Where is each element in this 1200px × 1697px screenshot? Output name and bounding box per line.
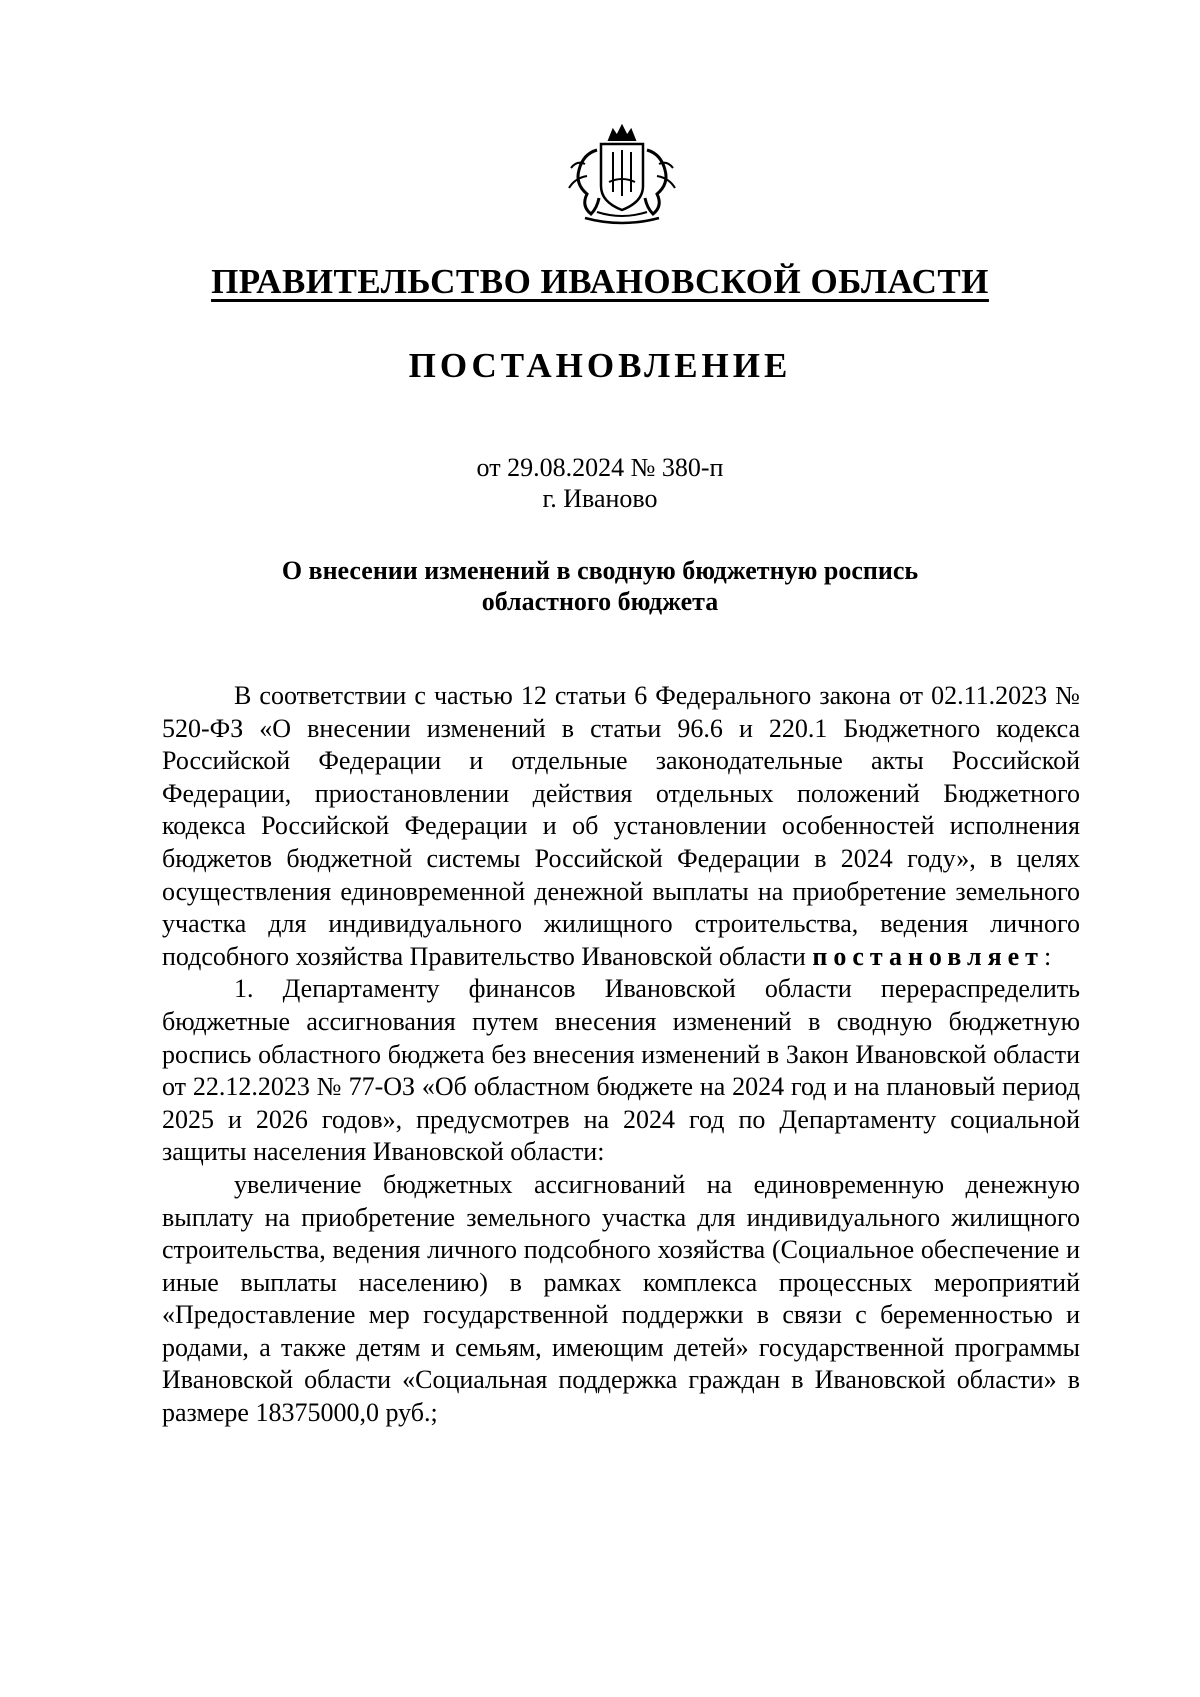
date-number: от 29.08.2024 № 380-п (476, 453, 724, 482)
resolves-colon: : (1043, 941, 1052, 971)
resolves-word: постановляет (812, 941, 1044, 971)
organization-name: ПРАВИТЕЛЬСТВО ИВАНОВСКОЙ ОБЛАСТИ (211, 262, 989, 301)
document-meta (0, 452, 1200, 514)
document-title (0, 555, 1200, 617)
preamble-paragraph (162, 680, 1080, 973)
preamble-text: В соответствии с частью 12 статьи 6 Федерального закона от 02.11.2023 № 520-ФЗ «О внесении изменений в статьи 96.6 и 220.1 Бюджетного кодекса Российской Федерации и отдельные законодательные акты Российской Федерации, приостановлении действия отдельных положений Бюджетного кодекса Российской Федерации и об установлении особенностей исполнения бюджетов бюджетной системы Российской Федерации в 2024 году», в целях осуществления единовременной денежной выплаты на приобретение земельного участка для индивидуального жилищного строительства, ведения личного подсобного хозяйства Правительство Ивановской области (162, 681, 1080, 971)
item-1-increase-paragraph: увеличение бюджетных ассигнований на единовременную денежную выплату на приобретение земельного участка для индивидуального жилищного строительства, ведения личного подсобного хозяйства (Социальное обеспечение и иные выплаты населению) в рамках комплекса процессных мероприятий «Предоставление мер государственной поддержки в связи с беременностью и родами, а также детям и семьям, имеющим детей» государственной программы Ивановской области «Социальная поддержка граждан в Ивановской области» в размере 18375000,0 руб.; (162, 1169, 1080, 1428)
document-type: ПОСТАНОВЛЕНИЕ (408, 346, 792, 385)
title-line-2: областного бюджета (481, 587, 719, 616)
ivanovo-coat-of-arms-icon (557, 124, 687, 230)
item-1-paragraph: 1. Департаменту финансов Ивановской области перераспределить бюджетные ассигнования путем внесения изменений в сводную бюджетную роспись областного бюджета без внесения изменений в Закон Ивановской области от 22.12.2023 № 77-ОЗ «Об областном бюджете на 2024 год и на плановый период 2025 и 2026 годов», предусмотрев на 2024 год по Департаменту социальной защиты населения Ивановской области: (162, 974, 1080, 1167)
title-line-1: О внесении изменений в сводную бюджетную роспись (281, 556, 919, 585)
city: г. Иваново (542, 484, 658, 513)
document-body (162, 680, 1080, 1430)
